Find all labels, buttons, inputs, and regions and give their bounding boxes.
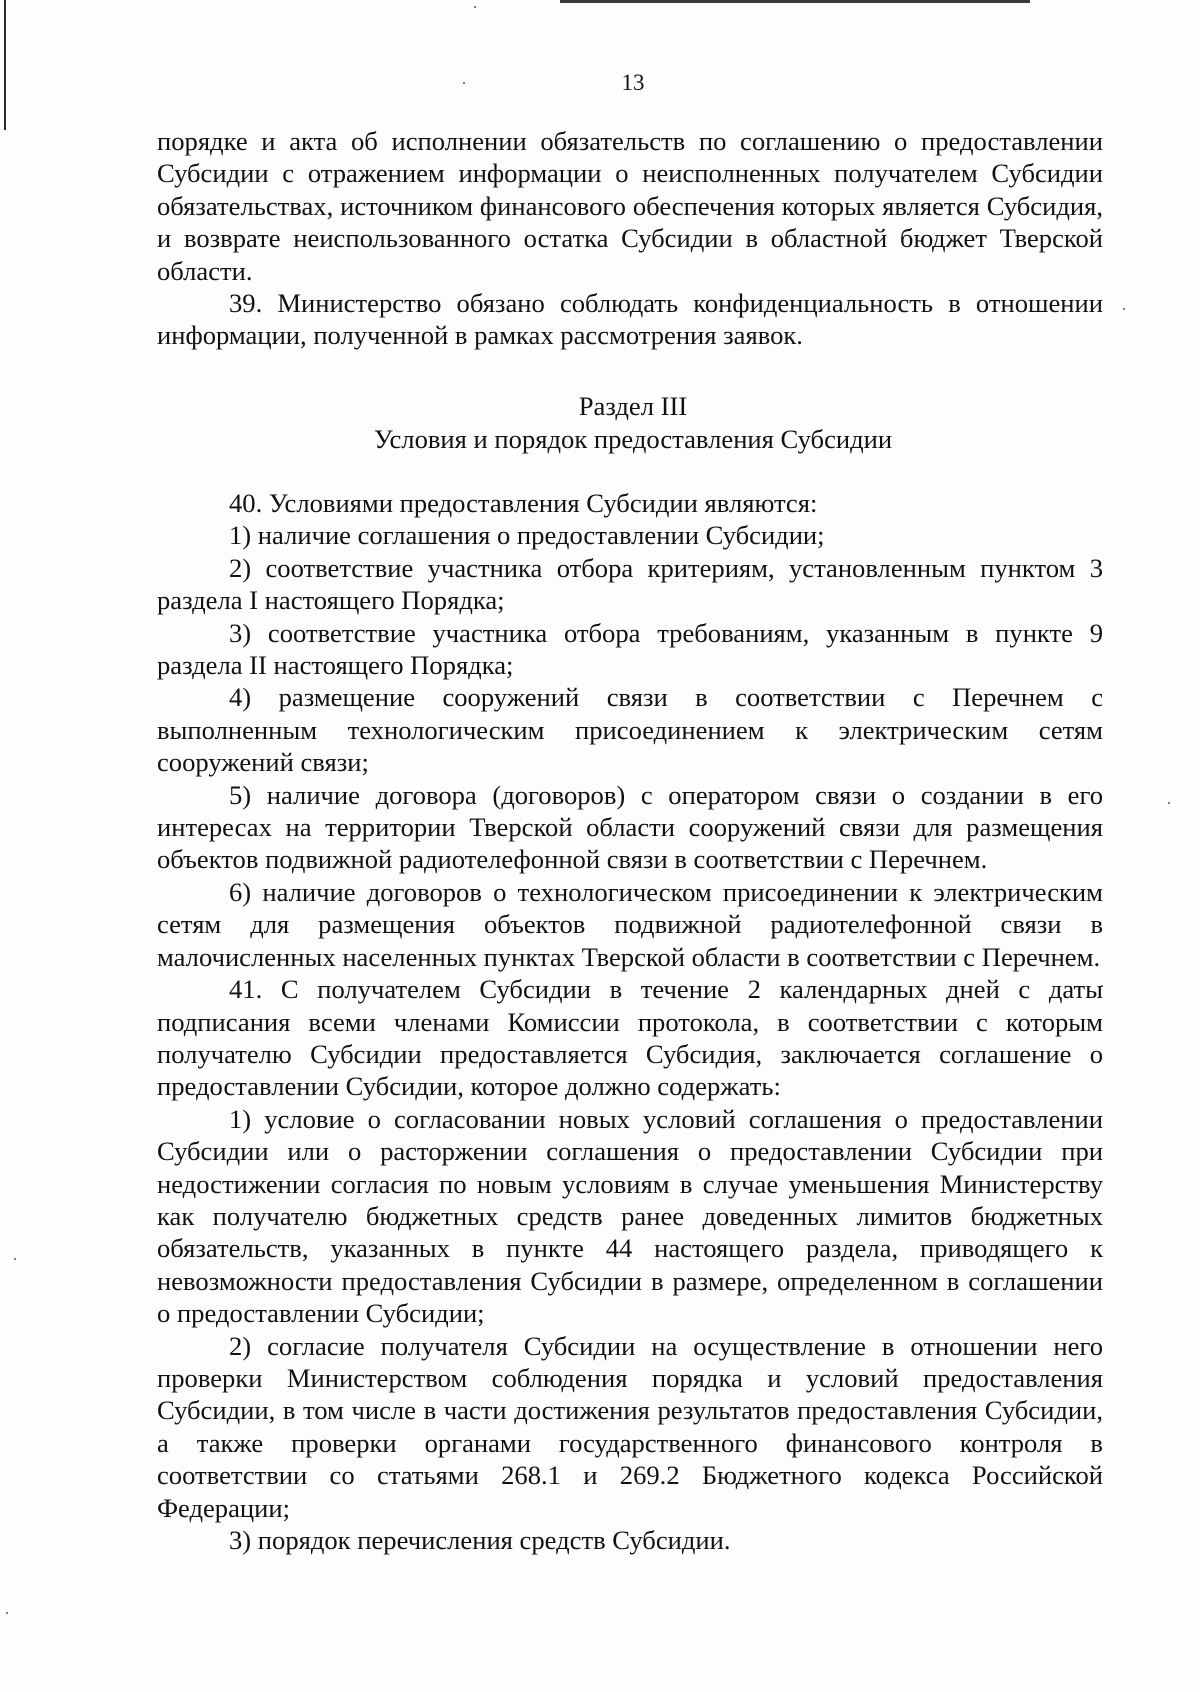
- page-number: 13: [621, 70, 645, 95]
- paragraph: 39. Министерство обязано соблюдать конфиденциальность в отношении информации, полученной в рамках рассмотрения заявок.: [157, 288, 1103, 351]
- scan-top-edge: [560, 0, 1030, 3]
- scan-speck: [1123, 308, 1125, 310]
- paragraph: 40. Условиями предоставления Субсидии являются:: [229, 488, 818, 518]
- scan-speck: [1168, 802, 1170, 804]
- scan-speck: [6, 1612, 8, 1614]
- paragraph: 1) условие о согласовании новых условий соглашения о предоставлении Субсидии или о расторжении соглашения о предоставлении Субсидии при недостижении согласия по новым условиям в случае уменьшения Министерству как получателю бюджетных средств ранее доведенных лимитов бюджетных обязательств, указанных в пункте 44 настоящего раздела, приводящего к невозможности предоставления Субсидии в размере, определенном в соглашении о предоставлении Субсидии;: [157, 1103, 1103, 1329]
- scan-speck: [14, 1258, 16, 1260]
- paragraph: 5) наличие договора (договоров) с оператором связи о создании в его интересах на территории Тверской области сооружений связи для размещения объектов подвижной радиотелефонной связи в соответствии с Перечнем.: [157, 779, 1103, 875]
- scan-speck: [474, 6, 476, 8]
- paragraph: 4) размещение сооружений связи в соответствии с Перечнем с выполненным технологическим присоединением к электрическим сетям сооружений связи;: [157, 682, 1103, 778]
- section-subtitle: Условия и порядок предоставления Субсидии: [373, 424, 893, 454]
- paragraph: порядке и акта об исполнении обязательств по соглашению о предоставлении Субсидии с отражением информации о неисполненных получателем Субсидии обязательствах, источником финансового обеспечения которых является Субсидия, и возврате неиспользованного остатка Субсидии в областной бюджет Тверской области.: [157, 126, 1103, 286]
- intro-text: [157, 125, 1103, 352]
- paragraph: 41. С получателем Субсидии в течение 2 календарных дней с даты подписания всеми членами Комиссии протокола, в соответствии с которым получателю Субсидии предоставляется Субсидия, заключается соглашение о предоставлении Субсидии, которое должно содержать:: [157, 974, 1103, 1102]
- paragraph: 2) согласие получателя Субсидии на осуществление в отношении него проверки Министерством соблюдения порядка и условий предоставления Субсидии, в том числе в части достижения результатов предоставления Субсидии, а также проверки органами государственного финансового контроля в соответствии со статьями 268.1 и 269.2 Бюджетного кодекса Российской Федерации;: [157, 1330, 1103, 1523]
- paragraph: 6) наличие договоров о технологическом присоединении к электрическим сетям для размещения объектов подвижной радиотелефонной связи в малочисленных населенных пунктах Тверской области в соответствии с Перечнем.: [157, 876, 1103, 972]
- scan-left-edge: [4, 0, 6, 130]
- paragraph: 2) соответствие участника отбора критериям, установленным пунктом 3 раздела I настоящего Порядка;: [157, 552, 1103, 616]
- section-body: [157, 487, 1103, 1556]
- paragraph: 3) соответствие участника отбора требованиям, указанным в пункте 9 раздела II настоящего Порядка;: [157, 617, 1103, 681]
- paragraph: 3) порядок перечисления средств Субсидии.: [229, 1525, 731, 1555]
- paragraph: 1) наличие соглашения о предоставлении Субсидии;: [229, 520, 825, 551]
- section-title: Раздел III: [578, 391, 688, 421]
